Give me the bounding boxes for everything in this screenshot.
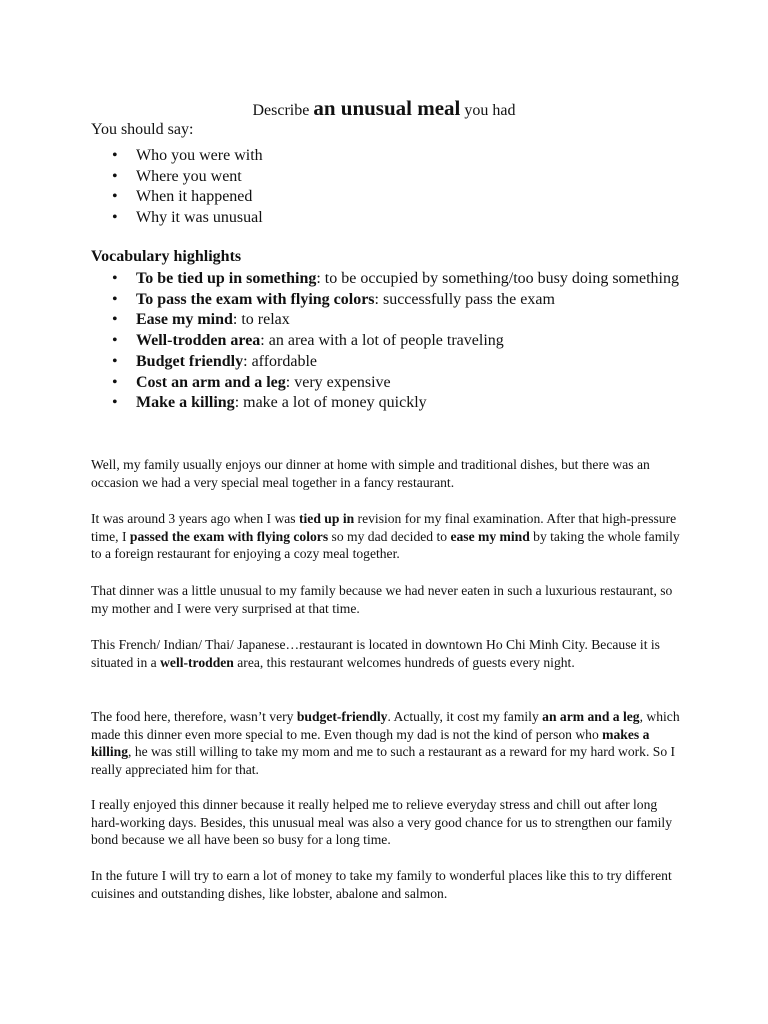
vocab-term: Cost an arm and a leg xyxy=(136,373,286,391)
prompt-item: • When it happened xyxy=(91,187,691,208)
vocab-definition: : to be occupied by something/too busy doing something xyxy=(316,270,679,287)
vocab-term: Make a killing xyxy=(136,394,235,412)
page-title xyxy=(0,96,768,121)
prompt-item: • Why it was unusual xyxy=(91,208,691,229)
vocab-term: Well-trodden area xyxy=(136,332,261,350)
bullet-icon: • xyxy=(112,147,118,164)
prompt-item: • Where you went xyxy=(91,167,691,188)
highlight-term: budget-friendly xyxy=(296,709,388,724)
vocabulary-list xyxy=(91,269,691,414)
vocab-definition: : very expensive xyxy=(285,373,391,391)
vocab-definition: : an area with a lot of people traveling xyxy=(260,332,504,350)
prompt-list xyxy=(91,146,691,229)
highlight-term: well-trodden xyxy=(160,654,234,670)
title-prefix: Describe xyxy=(252,102,314,119)
bullet-icon: • xyxy=(112,270,118,287)
title-suffix: you had xyxy=(460,102,516,119)
bullet-icon: • xyxy=(112,188,118,206)
bullet-icon: • xyxy=(112,167,118,185)
vocab-term: To be tied up in something xyxy=(136,270,317,287)
highlight-term: passed the exam with flying colors xyxy=(129,528,329,544)
vocab-item xyxy=(91,393,691,414)
vocab-item xyxy=(91,310,691,331)
highlight-term: ease my mind xyxy=(450,528,530,544)
vocab-definition: : make a lot of money quickly xyxy=(234,394,427,412)
vocab-definition: : affordable xyxy=(243,352,318,370)
vocab-item xyxy=(91,290,691,311)
vocab-term: To pass the exam with flying colors xyxy=(136,290,375,308)
vocab-item xyxy=(91,352,691,373)
highlight-term: an arm and a leg xyxy=(542,709,640,724)
paragraph-unusual: That dinner was a little unusual to my family because we had never eaten in such a luxurious restaurant, so my mother and I were very surprised at that time. xyxy=(91,583,673,616)
prompt-item: • Who you were with xyxy=(91,146,691,167)
bullet-icon: • xyxy=(112,209,118,227)
you-should-say-label: You should say: xyxy=(91,121,194,138)
vocab-definition: : successfully pass the exam xyxy=(374,290,555,308)
paragraph-when: It was around 3 years ago when I was tied up in revision for my final examination. After that high-pressure time, I passed the exam with flying colors so my dad decided to ease my mind by taking the whole family to a foreign restaurant for enjoying a cozy meal together. xyxy=(91,511,680,562)
bullet-icon: • xyxy=(112,311,118,329)
highlight-term: makes a killing xyxy=(91,726,650,760)
paragraph-where: This French/ Indian/ Thai/ Japanese…restaurant is located in downtown Ho Chi Minh City. Because it is situated in a well-trodden area, this restaurant welcomes hundreds of guests every night. xyxy=(91,637,660,670)
title-emphasis: an unusual meal xyxy=(313,96,461,120)
paragraph-intro: Well, my family usually enjoys our dinner at home with simple and traditional dishes, but there was an occasion we had a very special meal together in a fancy restaurant. xyxy=(91,457,650,490)
vocab-term: Ease my mind xyxy=(136,311,233,329)
bullet-icon: • xyxy=(112,352,118,370)
vocabulary-heading: Vocabulary highlights xyxy=(91,248,242,265)
vocab-item xyxy=(91,331,691,352)
vocab-item xyxy=(91,373,691,394)
highlight-term: tied up in xyxy=(299,511,355,526)
bullet-icon: • xyxy=(112,290,118,308)
bullet-icon: • xyxy=(112,332,118,350)
bullet-icon: • xyxy=(112,394,118,412)
vocab-item xyxy=(91,269,691,290)
vocab-definition: : to relax xyxy=(232,311,290,329)
paragraph-enjoyed: I really enjoyed this dinner because it really helped me to relieve everyday stress and chill out after long hard-working days. Besides, this unusual meal was also a very good chance for us to strengthen our family bond because we all have been so busy for a long time. xyxy=(91,797,672,848)
bullet-icon: • xyxy=(112,373,118,391)
paragraph-future: In the future I will try to earn a lot of money to take my family to wonderful places like this to try different cuisines and outstanding dishes, like lobster, abalone and salmon. xyxy=(91,868,672,901)
vocab-term: Budget friendly xyxy=(136,352,244,370)
paragraph-cost: The food here, therefore, wasn’t very budget-friendly. Actually, it cost my family an arm and a leg, which made this dinner even more special to me. Even though my dad is not the kind of person who makes a killing, he was still willing to take my mom and me to such a restaurant as a reward for my hard work. So I really appreciated him for that. xyxy=(91,709,680,777)
